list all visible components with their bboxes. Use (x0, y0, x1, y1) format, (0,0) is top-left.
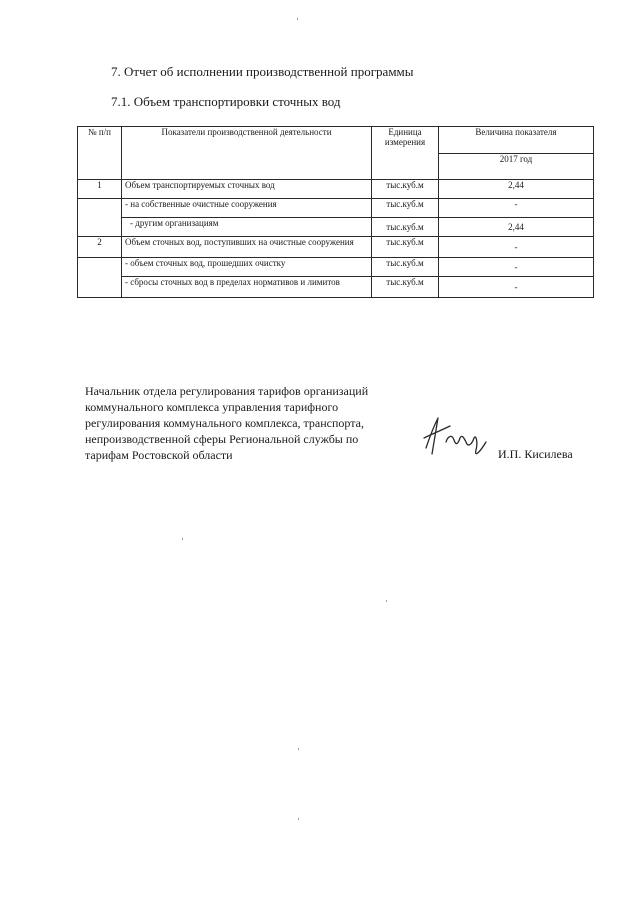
header-value: Величина показателя (439, 127, 594, 154)
scan-speck (182, 538, 183, 540)
signatory-position (85, 383, 405, 463)
row-value: - (439, 199, 594, 218)
position-line: непроизводственной сферы Региональной службы по (85, 432, 359, 446)
table-row (78, 218, 594, 237)
row-num (78, 199, 122, 237)
row-unit: тыс.куб.м (372, 218, 439, 237)
table-header-row (78, 127, 594, 154)
position-line: тарифам Ростовской области (85, 448, 233, 462)
header-num: № п/п (78, 127, 122, 180)
section-title: 7. Отчет об исполнении производственной программы (111, 64, 414, 79)
scan-speck (298, 748, 299, 750)
row-indicator: - объем сточных вод, прошедших очистку (122, 258, 372, 277)
row-value: - (439, 237, 594, 258)
row-value: - (439, 258, 594, 277)
handwritten-signature (416, 408, 496, 468)
scan-speck (298, 818, 299, 820)
row-value: 2,44 (439, 180, 594, 199)
table-row (78, 258, 594, 277)
row-num (78, 258, 122, 298)
row-indicator: - на собственные очистные сооружения (122, 199, 372, 218)
header-indicator: Показатели производственной деятельности (122, 127, 372, 180)
row-unit: тыс.куб.м (372, 237, 439, 258)
row-indicator: Объем транспортируемых сточных вод (122, 180, 372, 199)
row-unit: тыс.куб.м (372, 258, 439, 277)
row-value: - (439, 277, 594, 298)
table-row (78, 237, 594, 258)
header-unit: Единица измерения (372, 127, 439, 180)
row-indicator: - сбросы сточных вод в пределах нормативов и лимитов (122, 277, 372, 298)
row-indicator: - другим организациям (122, 218, 372, 237)
scan-speck (386, 600, 387, 602)
transport-volume-table (77, 126, 594, 298)
row-indicator: Объем сточных вод, поступивших на очистные сооружения (122, 237, 372, 258)
signatory-name: И.П. Кисилева (498, 447, 573, 461)
position-line: коммунального комплекса управления тарифного (85, 400, 339, 414)
position-line: регулирования коммунального комплекса, транспорта, (85, 416, 364, 430)
row-unit: тыс.куб.м (372, 180, 439, 199)
table-row (78, 199, 594, 218)
subsection-title: 7.1. Объем транспортировки сточных вод (111, 94, 341, 109)
table-row (78, 277, 594, 298)
row-num: 1 (78, 180, 122, 199)
header-year: 2017 год (439, 154, 594, 180)
position-line: Начальник отдела регулирования тарифов организаций (85, 384, 369, 398)
row-unit: тыс.куб.м (372, 199, 439, 218)
row-unit: тыс.куб.м (372, 277, 439, 298)
row-num: 2 (78, 237, 122, 258)
scan-speck (297, 18, 298, 20)
row-value: 2,44 (439, 218, 594, 237)
table-row (78, 180, 594, 199)
